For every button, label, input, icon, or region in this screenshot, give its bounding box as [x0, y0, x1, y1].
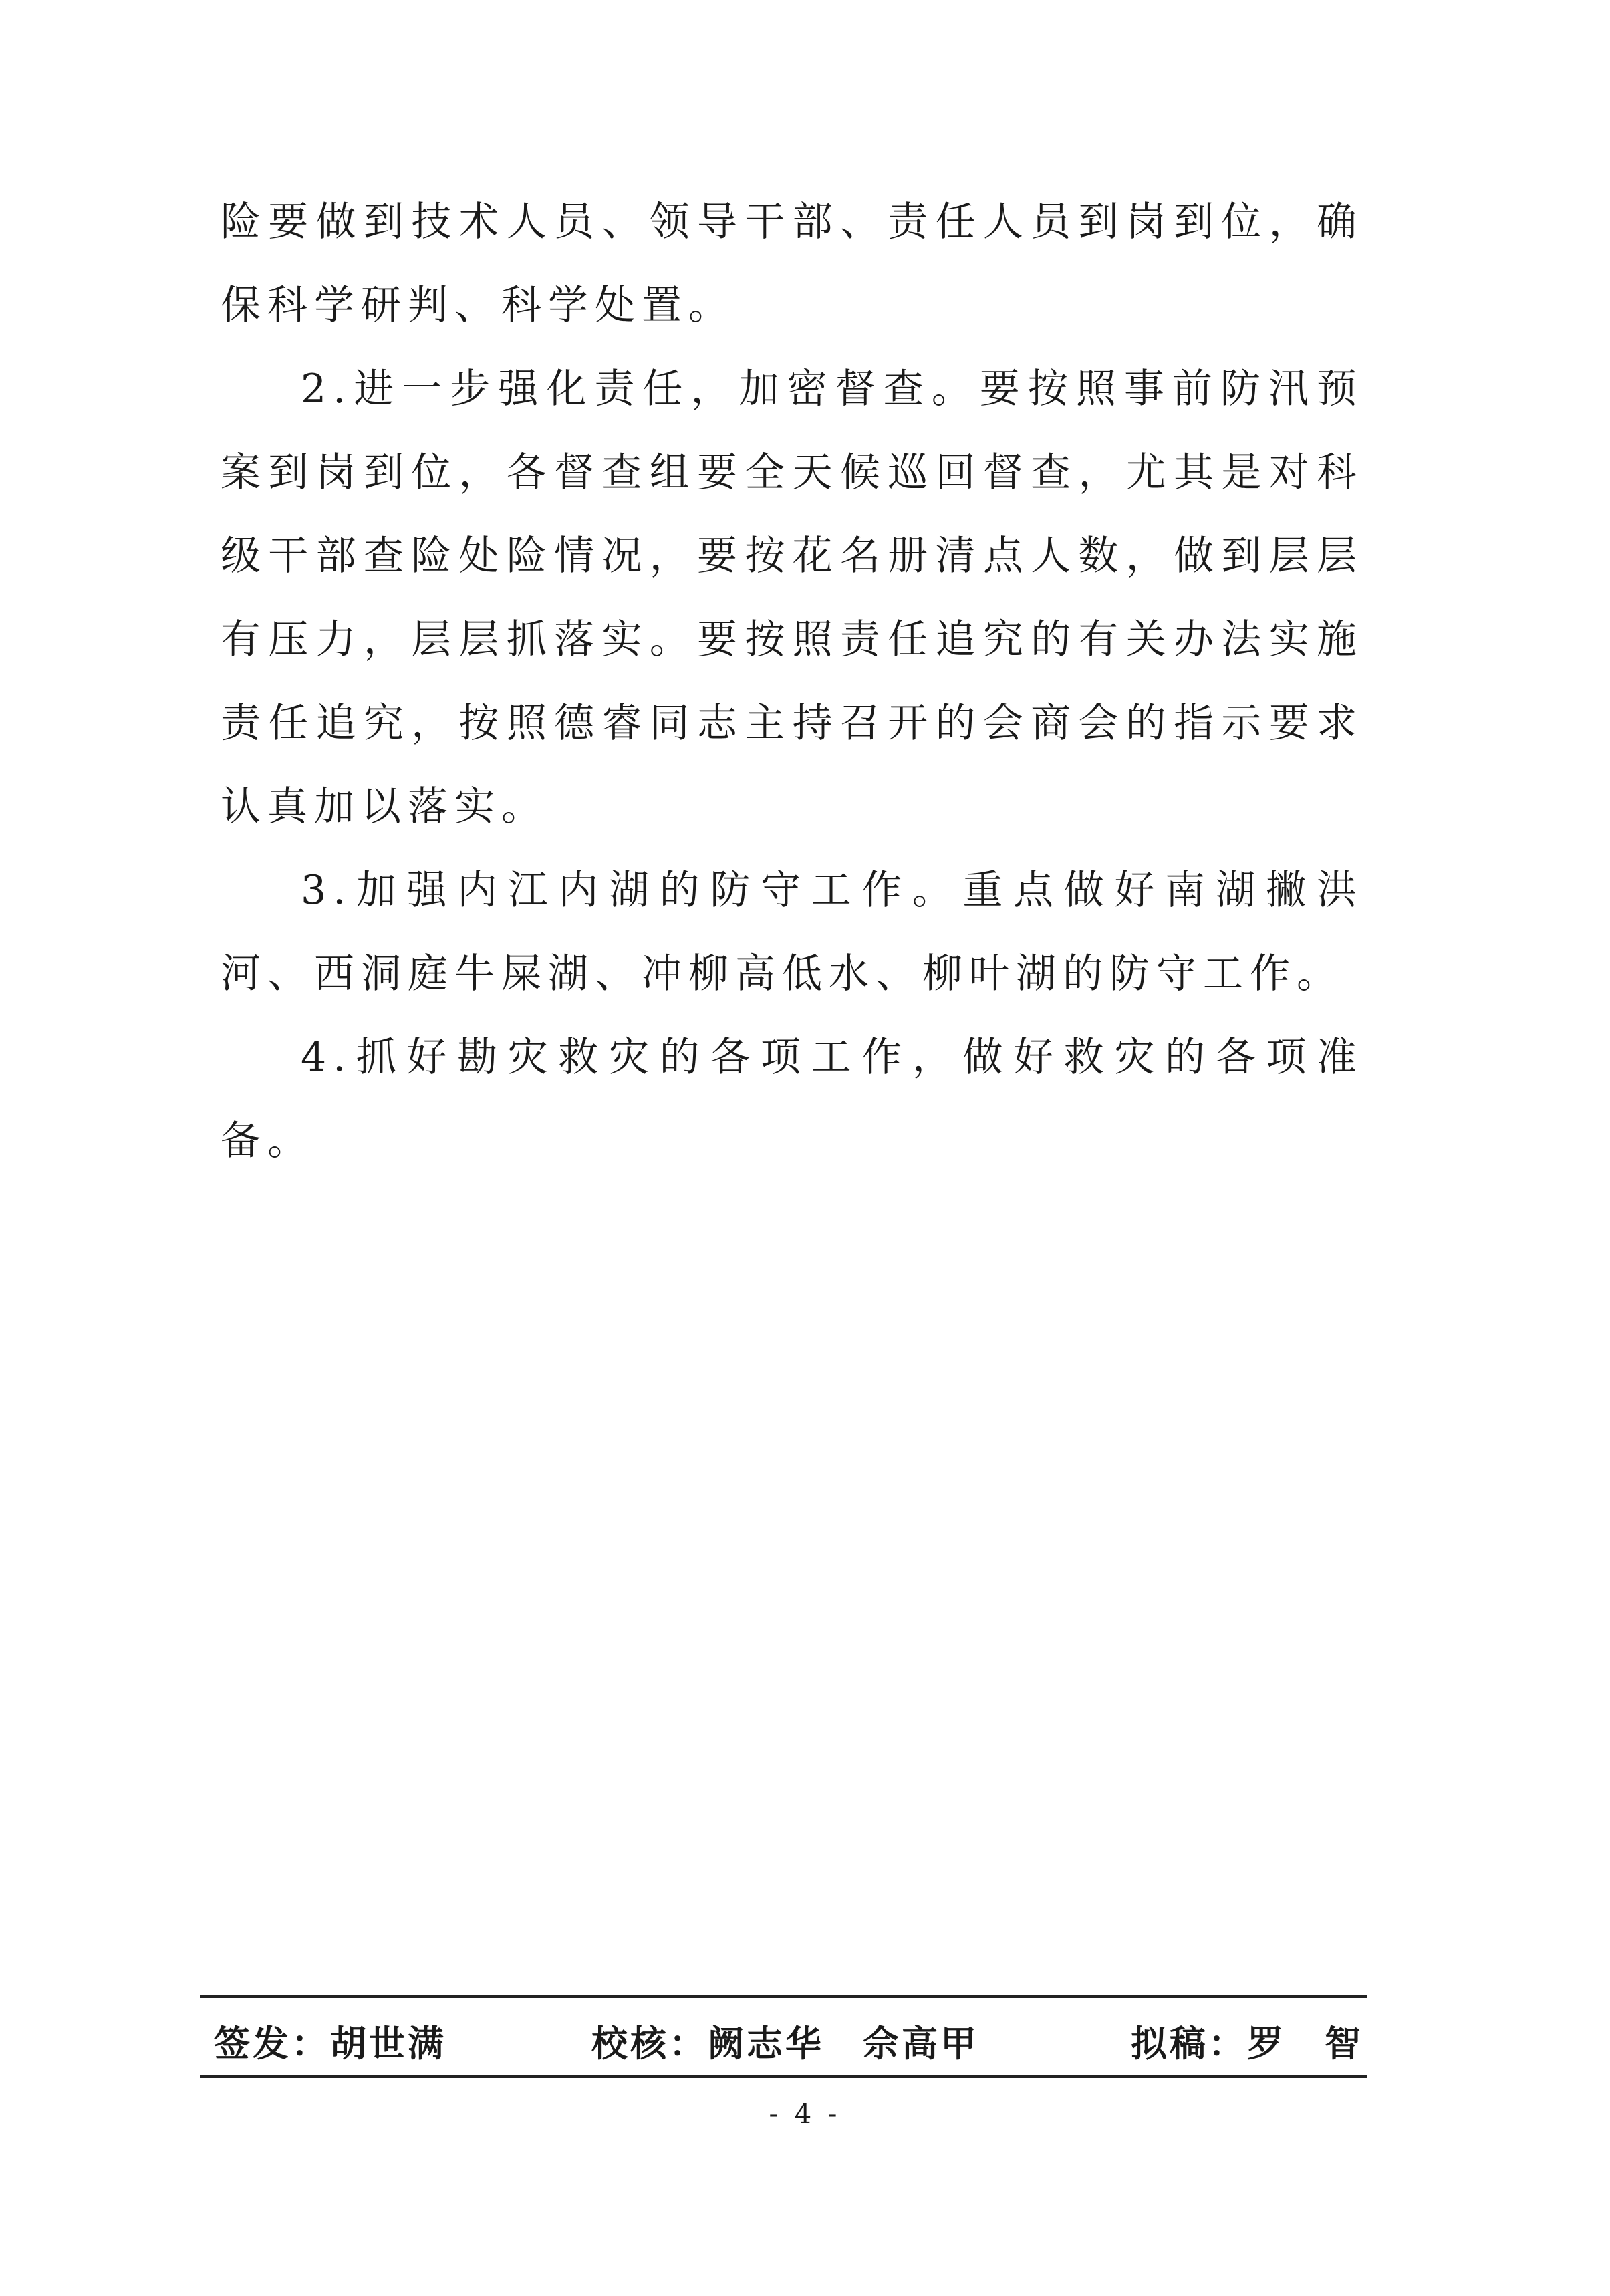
signoff-line: [214, 2015, 1363, 2065]
page-number: - 4 -: [769, 2099, 841, 2130]
paragraph-item-3: 3.加强内江内湖的防守工作。重点做好南湖撇洪河、西洞庭牛屎湖、冲柳高低水、柳叶湖的防守工作。: [221, 867, 1363, 997]
paragraph-continuation: 险要做到技术人员、领导干部、责任人员到岗到位，确保科学研判、科学处置。: [221, 199, 1363, 329]
paragraph-item-4: 4.抓好勘灾救灾的各项工作，做好救灾的各项准备。: [221, 1034, 1363, 1164]
signer-field: 签发：胡世满: [214, 2022, 446, 2065]
footer-bottom-rule: [200, 2075, 1367, 2078]
paragraph-item-2: 2.进一步强化责任，加密督查。要按照事前防汛预案到岗到位，各督查组要全天候巡回督查，尤其是对科级干部查险处险情况，要按花名册清点人数，做到层层有压力，层层抓落实。要按照责任追究的有关办法实施责任追究，按照德睿同志主持召开的会商会的指示要求认真加以落实。: [221, 366, 1363, 830]
drafter-field: 拟稿：罗 智: [1131, 2022, 1363, 2065]
footer-top-rule: [200, 1995, 1367, 1998]
document-body: [221, 180, 1363, 1183]
reviewer-field: 校核：阙志华 佘高甲: [591, 2022, 979, 2065]
